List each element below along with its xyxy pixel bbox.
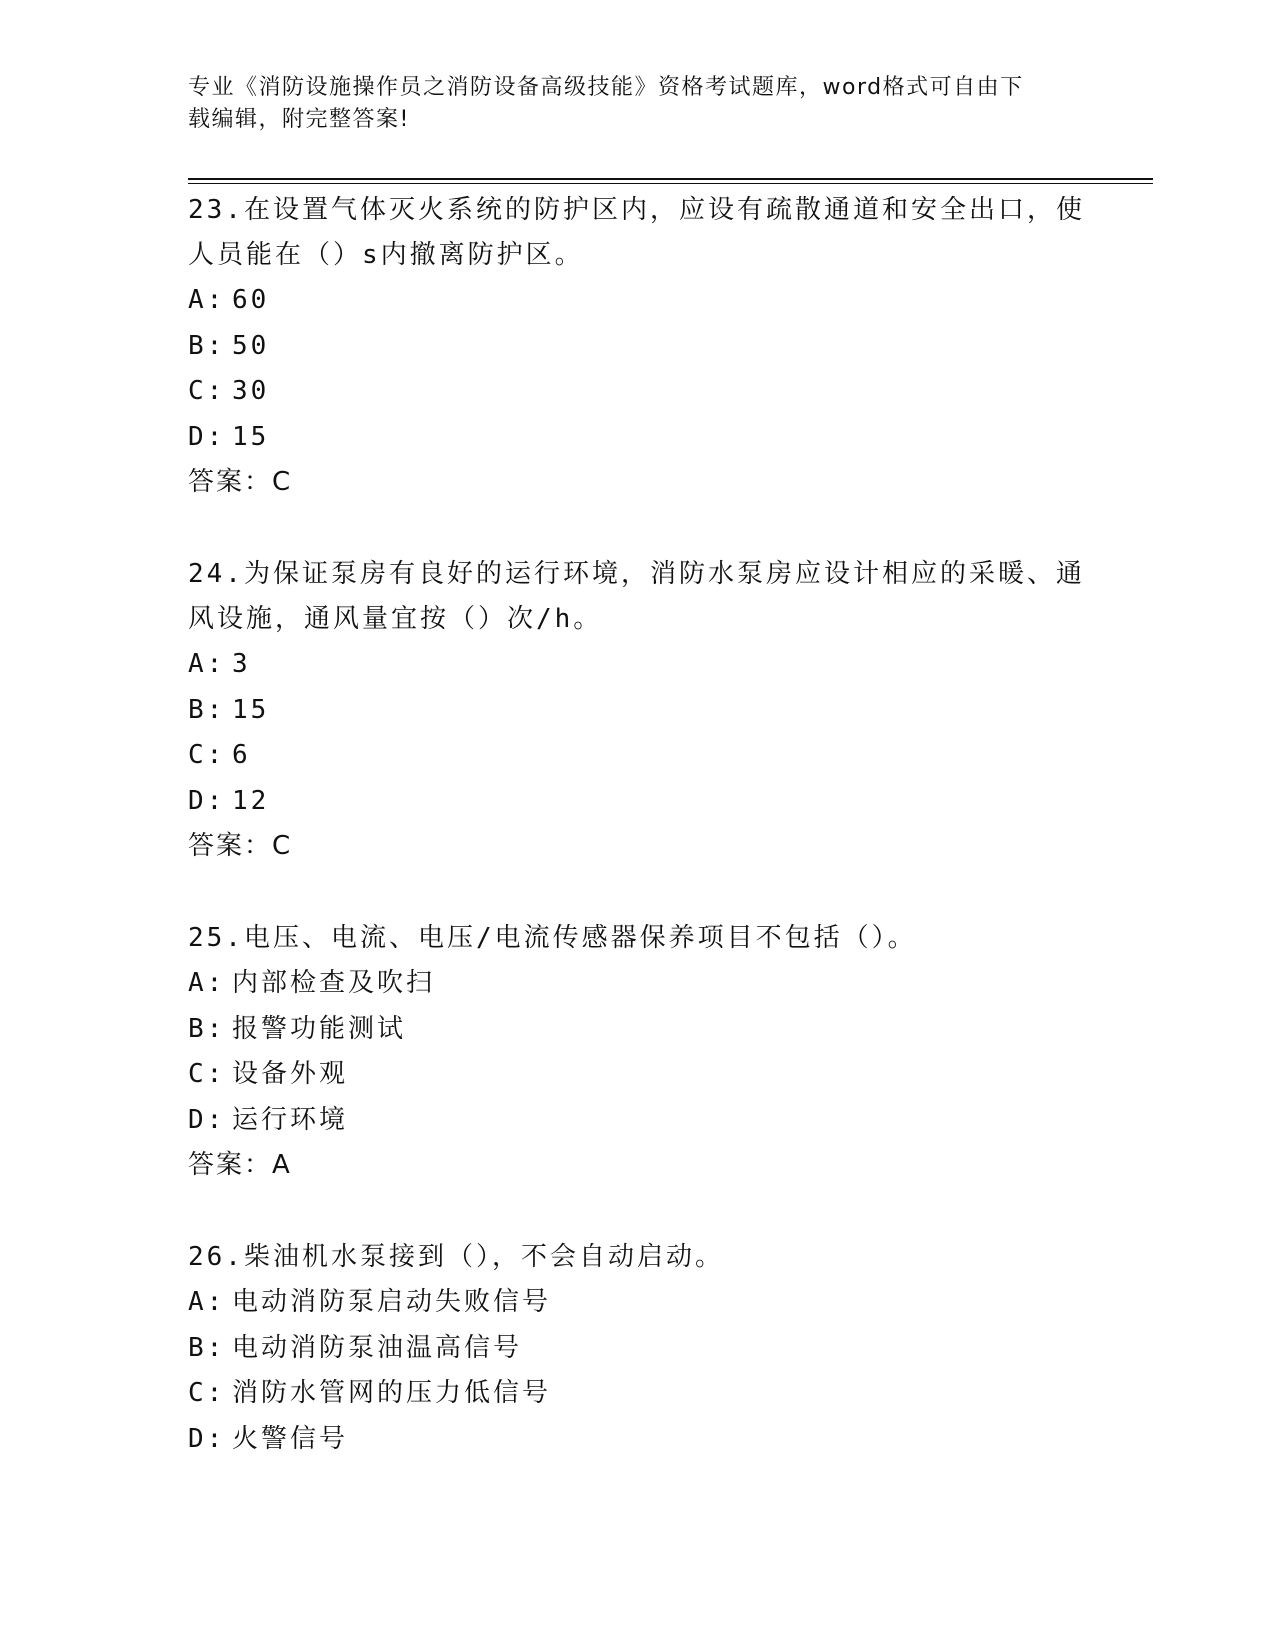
option-text: 50 [232,330,270,361]
question-24 [188,552,1088,869]
option-text: 电动消防泵启动失败信号 [232,1287,552,1317]
option-letter: D: [188,421,226,452]
question-stem-line-1: 24.为保证泵房有良好的运行环境，消防水泵房应设计相应的采暖、通 [188,559,1085,589]
header-line-1: 专业《消防设施操作员之消防设备高级技能》资格考试题库，word格式可自由下 [188,75,1024,100]
option-a [188,961,1088,1007]
header-line-2: 载编辑，附完整答案! [188,107,410,132]
option-text: 火警信号 [232,1423,349,1454]
option-b [188,1326,1088,1372]
option-text: 消防水管网的压力低信号 [232,1378,552,1408]
option-text: 报警功能测试 [232,1013,407,1044]
option-text: 15 [232,694,270,725]
option-letter: B: [188,694,226,725]
option-c [188,733,1088,779]
option-c [188,1371,1088,1417]
header-divider-thick [188,178,1153,180]
option-letter: A: [188,968,226,998]
question-stem-line-1: 23.在设置气体灭火系统的防护区内，应设有疏散通道和安全出口，使 [188,195,1085,225]
option-letter: B: [188,330,226,361]
option-letter: C: [188,1059,226,1089]
option-letter: D: [188,1104,226,1135]
option-letter: C: [188,1378,226,1408]
option-a [188,642,1088,688]
question-stem-line-1: 25.电压、电流、电压/电流传感器保养项目不包括（）。 [188,923,917,953]
question-stem-line-1: 26.柴油机水泵接到（），不会自动启动。 [188,1242,724,1272]
question-25 [188,916,1088,1188]
option-b [188,324,1088,370]
option-text: 6 [232,740,251,770]
option-letter: B: [188,1013,226,1044]
option-c [188,369,1088,415]
option-letter: D: [188,785,226,816]
answer-text: 答案：C [188,467,293,497]
option-c [188,1052,1088,1098]
header-divider-thin [188,183,1153,184]
option-d [188,1098,1088,1144]
option-text: 30 [232,376,270,406]
option-text: 电动消防泵油温高信号 [232,1332,523,1363]
question-23 [188,188,1088,505]
option-letter: A: [188,649,226,679]
option-d [188,779,1088,825]
question-stem-line-2: 风设施，通风量宜按（）次/h。 [188,604,603,634]
option-letter: B: [188,1332,226,1363]
option-letter: D: [188,1423,226,1454]
option-text: 运行环境 [232,1104,349,1135]
answer-text: 答案：C [188,831,293,861]
option-d [188,1417,1088,1463]
option-b [188,688,1088,734]
option-d [188,415,1088,461]
option-letter: C: [188,740,226,770]
option-text: 内部检查及吹扫 [232,968,436,998]
question-stem-line-2: 人员能在（）s内撤离防护区。 [188,240,584,270]
option-b [188,1007,1088,1053]
option-text: 15 [232,421,270,452]
option-text: 3 [232,649,251,679]
option-a [188,1280,1088,1326]
document-header [188,72,1068,136]
option-letter: A: [188,1287,226,1317]
question-26 [188,1235,1088,1462]
option-letter: C: [188,376,226,406]
option-text: 60 [232,285,270,315]
option-a [188,278,1088,324]
answer-text: 答案：A [188,1150,292,1180]
option-text: 设备外观 [232,1059,349,1089]
option-letter: A: [188,285,226,315]
option-text: 12 [232,785,270,816]
